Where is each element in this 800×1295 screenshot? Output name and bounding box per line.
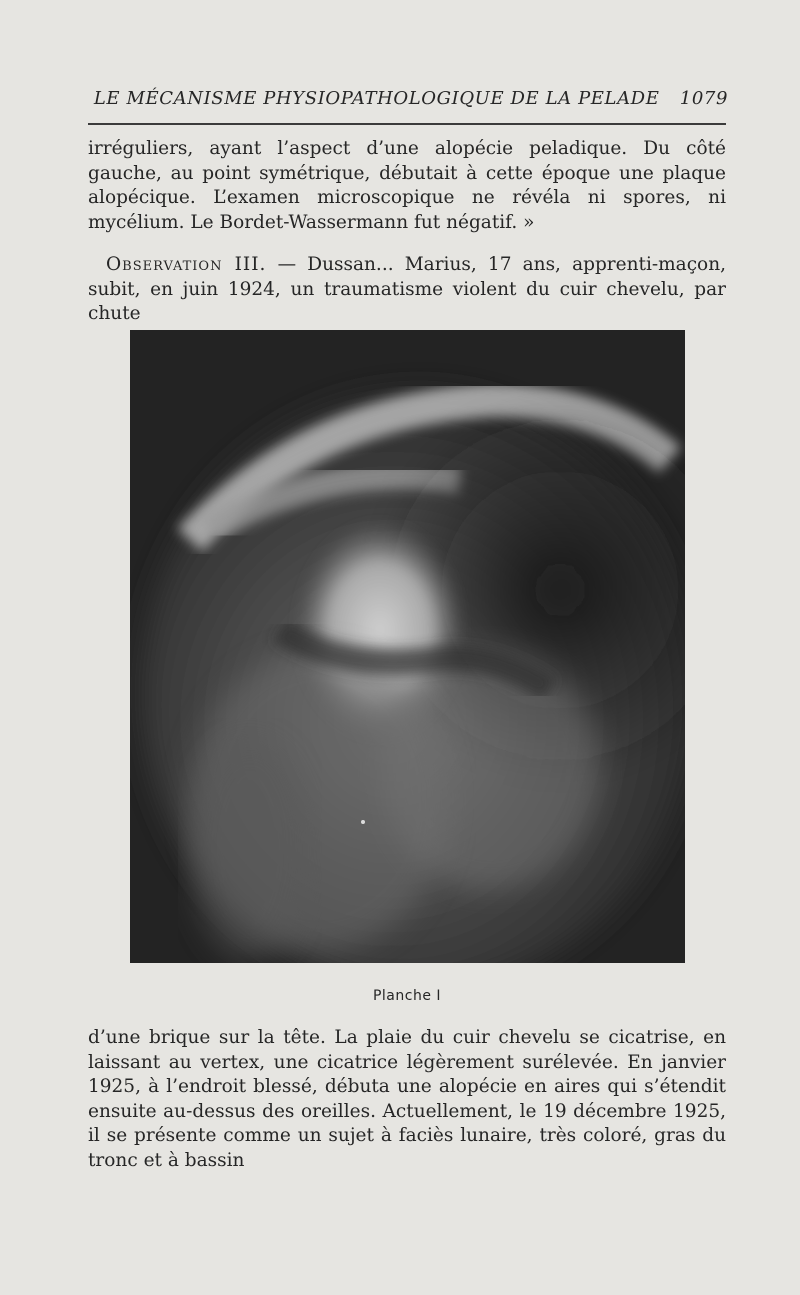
figure-caption: Planche I bbox=[372, 988, 442, 1004]
paragraph-continuation: d’une brique sur la tête. La plaie du cuir chevelu se cicatrise, en laissant au vertex, une cicatrice légèrement surélevée. En janvier 1925, à l’endroit blessé, débuta une alopécie en aires qui s’étendit ensuite au-dessus des oreilles. Actuellement, le 19 décembre 1925, il se présente comme un sujet à faciès lunaire, très coloré, gras du tronc et à bassin bbox=[88, 1027, 726, 1171]
running-title: LE MÉCANISME PHYSIOPATHOLOGIQUE DE LA PELADE bbox=[93, 88, 660, 109]
observation-heading: Observation III. bbox=[106, 254, 267, 275]
scalp-photograph bbox=[130, 330, 685, 963]
page-number: 1079 bbox=[679, 88, 728, 109]
observation-text: — Dussan... Marius, 17 ans, apprenti-maçon, subit, en juin 1924, un traumatisme violent du cuir chevelu, par chute bbox=[88, 254, 726, 324]
header-rule bbox=[88, 123, 726, 125]
plate-photograph bbox=[130, 330, 685, 963]
running-header bbox=[88, 88, 728, 109]
paragraph-observation-iii bbox=[88, 253, 726, 327]
paragraph-continued: irréguliers, ayant l’aspect d’une alopécie peladique. Du côté gauche, au point symétrique, débutait à cette époque une plaque alopécique. L’examen microscopique ne révéla ni spores, ni mycélium. Le Bordet-Wassermann fut négatif. » bbox=[88, 138, 726, 233]
